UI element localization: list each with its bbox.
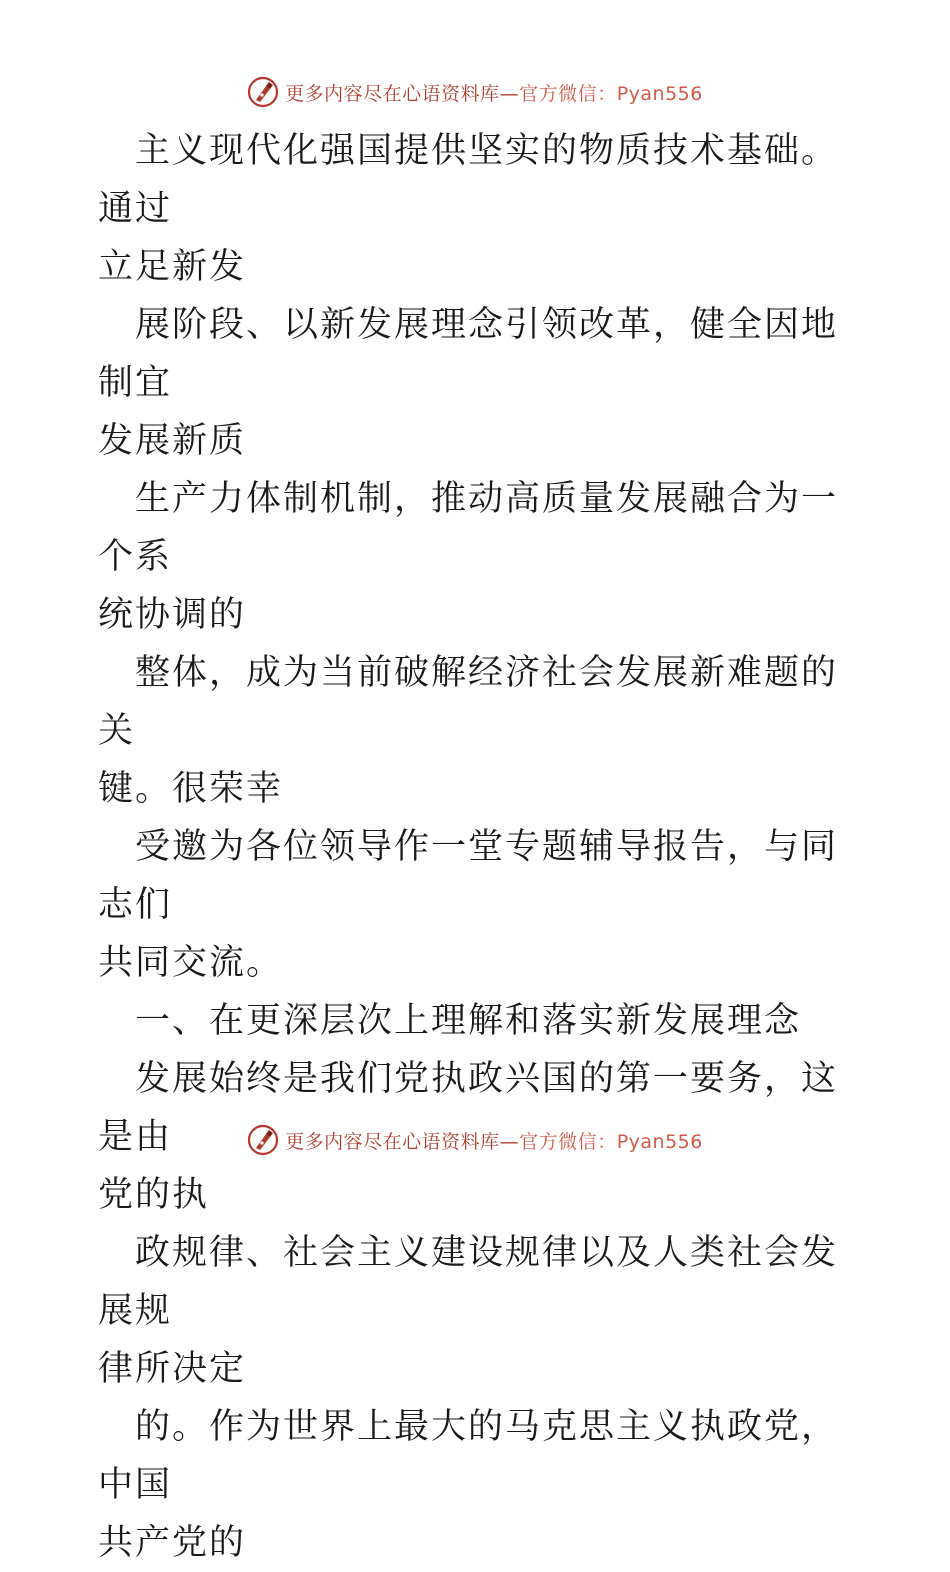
paragraph: 受邀为各位领导作一堂专题辅导报告，与同志们 共同交流。 xyxy=(98,827,839,983)
paragraph: 生产力体制机制，推动高质量发展融合为一个系 统协调的 xyxy=(98,479,839,635)
wechat-id: Pyan556 xyxy=(616,1130,703,1153)
footer-banner xyxy=(0,1120,950,1160)
pen-nib-logo-icon xyxy=(247,76,279,108)
header-banner xyxy=(0,72,950,112)
paragraph: 主义现代化强国提供坚实的物质技术基础。通过 立足新发 xyxy=(98,131,839,287)
section-heading: 一、在更深层次上理解和落实新发展理念 xyxy=(135,1001,802,1041)
footer-banner-text: 更多内容尽在心语资料库—官方微信：Pyan556 xyxy=(285,1130,703,1153)
paragraph: 的。作为世界上最大的马克思主义执政党，中国 共产党的 xyxy=(98,1407,839,1563)
pen-nib-logo-icon xyxy=(247,1124,279,1156)
paragraph: 发展始终是我们党执政兴国的第一要务，这是由 党的执 xyxy=(98,1059,839,1215)
paragraph: 整体，成为当前破解经济社会发展新难题的关 键。很荣幸 xyxy=(98,653,839,809)
wechat-id: Pyan556 xyxy=(616,82,703,105)
header-banner-text: 更多内容尽在心语资料库—官方微信：Pyan556 xyxy=(285,82,703,105)
document-body xyxy=(98,122,858,1572)
paragraph: 展阶段、以新发展理念引领改革，健全因地制宜 发展新质 xyxy=(98,305,839,461)
paragraph: 政规律、社会主义建设规律以及人类社会发展规 律所决定 xyxy=(98,1233,839,1389)
